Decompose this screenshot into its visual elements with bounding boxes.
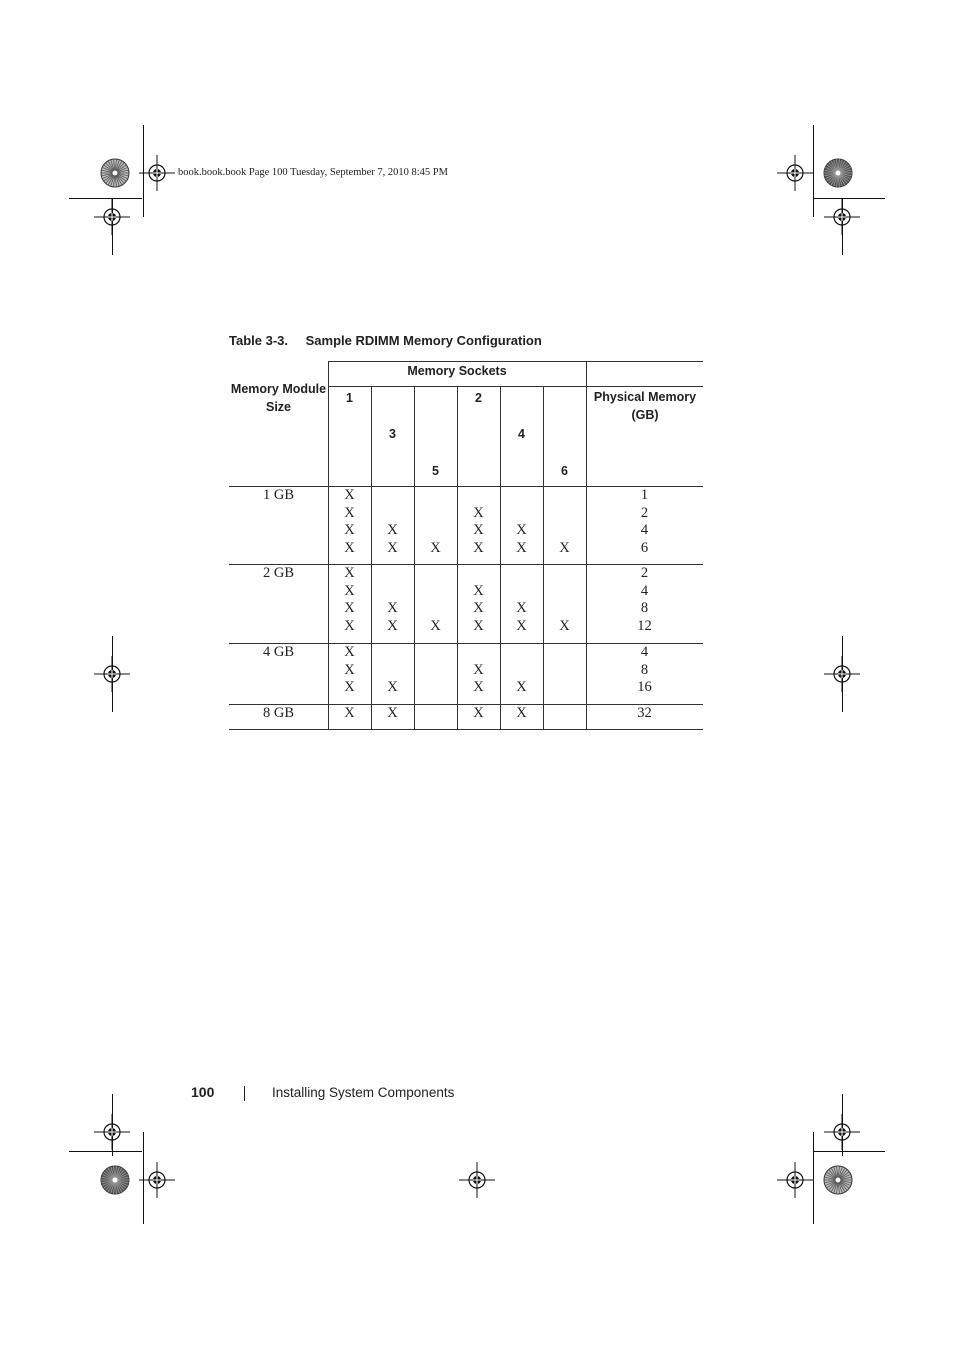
socket-cell	[414, 705, 457, 723]
socket-cell: X X	[516, 600, 527, 635]
registration-mark-icon	[137, 1160, 177, 1200]
header-socket-4: 4	[518, 427, 525, 441]
group-rule-3	[229, 729, 703, 730]
table-caption-title: Sample RDIMM Memory Configuration	[305, 333, 542, 348]
socket-cell: X	[516, 679, 527, 696]
socket-cell: X	[387, 705, 398, 721]
socket-cell	[543, 705, 586, 723]
print-header: book.book.book Page 100 Tuesday, September 7, 2010 8:45 PM	[178, 167, 448, 178]
socket-cell: X X X	[473, 504, 484, 557]
table-caption	[229, 333, 542, 348]
header-socket-1: 1	[346, 391, 353, 405]
socket-cell: X X X	[344, 644, 355, 696]
physical-memory-cell: 32	[637, 705, 652, 721]
registration-mark-icon	[137, 153, 177, 193]
socket-cell: X X X X	[344, 565, 355, 635]
table-caption-number: Table 3-3.	[229, 333, 289, 348]
color-wheel-icon	[100, 158, 130, 188]
color-wheel-icon	[823, 158, 853, 188]
registration-mark-icon	[775, 1160, 815, 1200]
module-size-cell: 8 GB	[262, 705, 295, 721]
socket-cell: X X X	[473, 582, 484, 635]
header-socket-3: 3	[389, 427, 396, 441]
registration-mark-icon	[92, 197, 132, 237]
module-size-cell: 1 GB	[262, 487, 295, 503]
socket-cell: X	[516, 705, 527, 721]
socket-cell: X X	[473, 661, 484, 696]
color-wheel-icon	[100, 1165, 130, 1195]
socket-cell: X	[473, 705, 484, 721]
registration-mark-icon	[822, 197, 862, 237]
physical-memory-cell: 4 8 16	[637, 644, 652, 696]
socket-cell: X X	[387, 522, 398, 557]
sockets-header-rule	[328, 386, 703, 387]
registration-mark-icon	[775, 153, 815, 193]
color-wheel-icon	[823, 1165, 853, 1195]
header-physical-memory: Physical Memory (GB)	[593, 390, 697, 422]
page-number: 100	[191, 1084, 215, 1100]
header-socket-2: 2	[475, 391, 482, 405]
header-memory-sockets: Memory Sockets	[407, 364, 507, 378]
header-module-size: Memory Module Size	[230, 382, 327, 414]
socket-cell: X X	[516, 522, 527, 557]
socket-cell: X X	[387, 600, 398, 635]
registration-mark-icon	[822, 654, 862, 694]
socket-cell: X	[430, 540, 441, 557]
registration-mark-icon	[92, 1112, 132, 1152]
registration-mark-icon	[457, 1160, 497, 1200]
socket-cell: X X X X	[344, 487, 355, 557]
footer-section-title: Installing System Components	[272, 1085, 455, 1100]
socket-cell: X	[387, 679, 398, 696]
physical-memory-cell: 2 4 8 12	[637, 565, 652, 635]
registration-mark-icon	[822, 1112, 862, 1152]
footer-divider	[244, 1086, 245, 1101]
header-socket-6: 6	[561, 464, 568, 478]
socket-cell: X	[559, 540, 570, 557]
header-socket-5: 5	[432, 464, 439, 478]
socket-cell: X	[344, 705, 355, 721]
physical-memory-cell: 1 2 4 6	[640, 487, 649, 557]
socket-cell	[414, 644, 457, 697]
socket-cell: X	[430, 618, 441, 635]
socket-cell: X	[559, 618, 570, 635]
module-size-cell: 4 GB	[262, 644, 295, 660]
registration-mark-icon	[92, 654, 132, 694]
socket-cell	[543, 644, 586, 697]
module-size-cell: 2 GB	[262, 565, 295, 581]
